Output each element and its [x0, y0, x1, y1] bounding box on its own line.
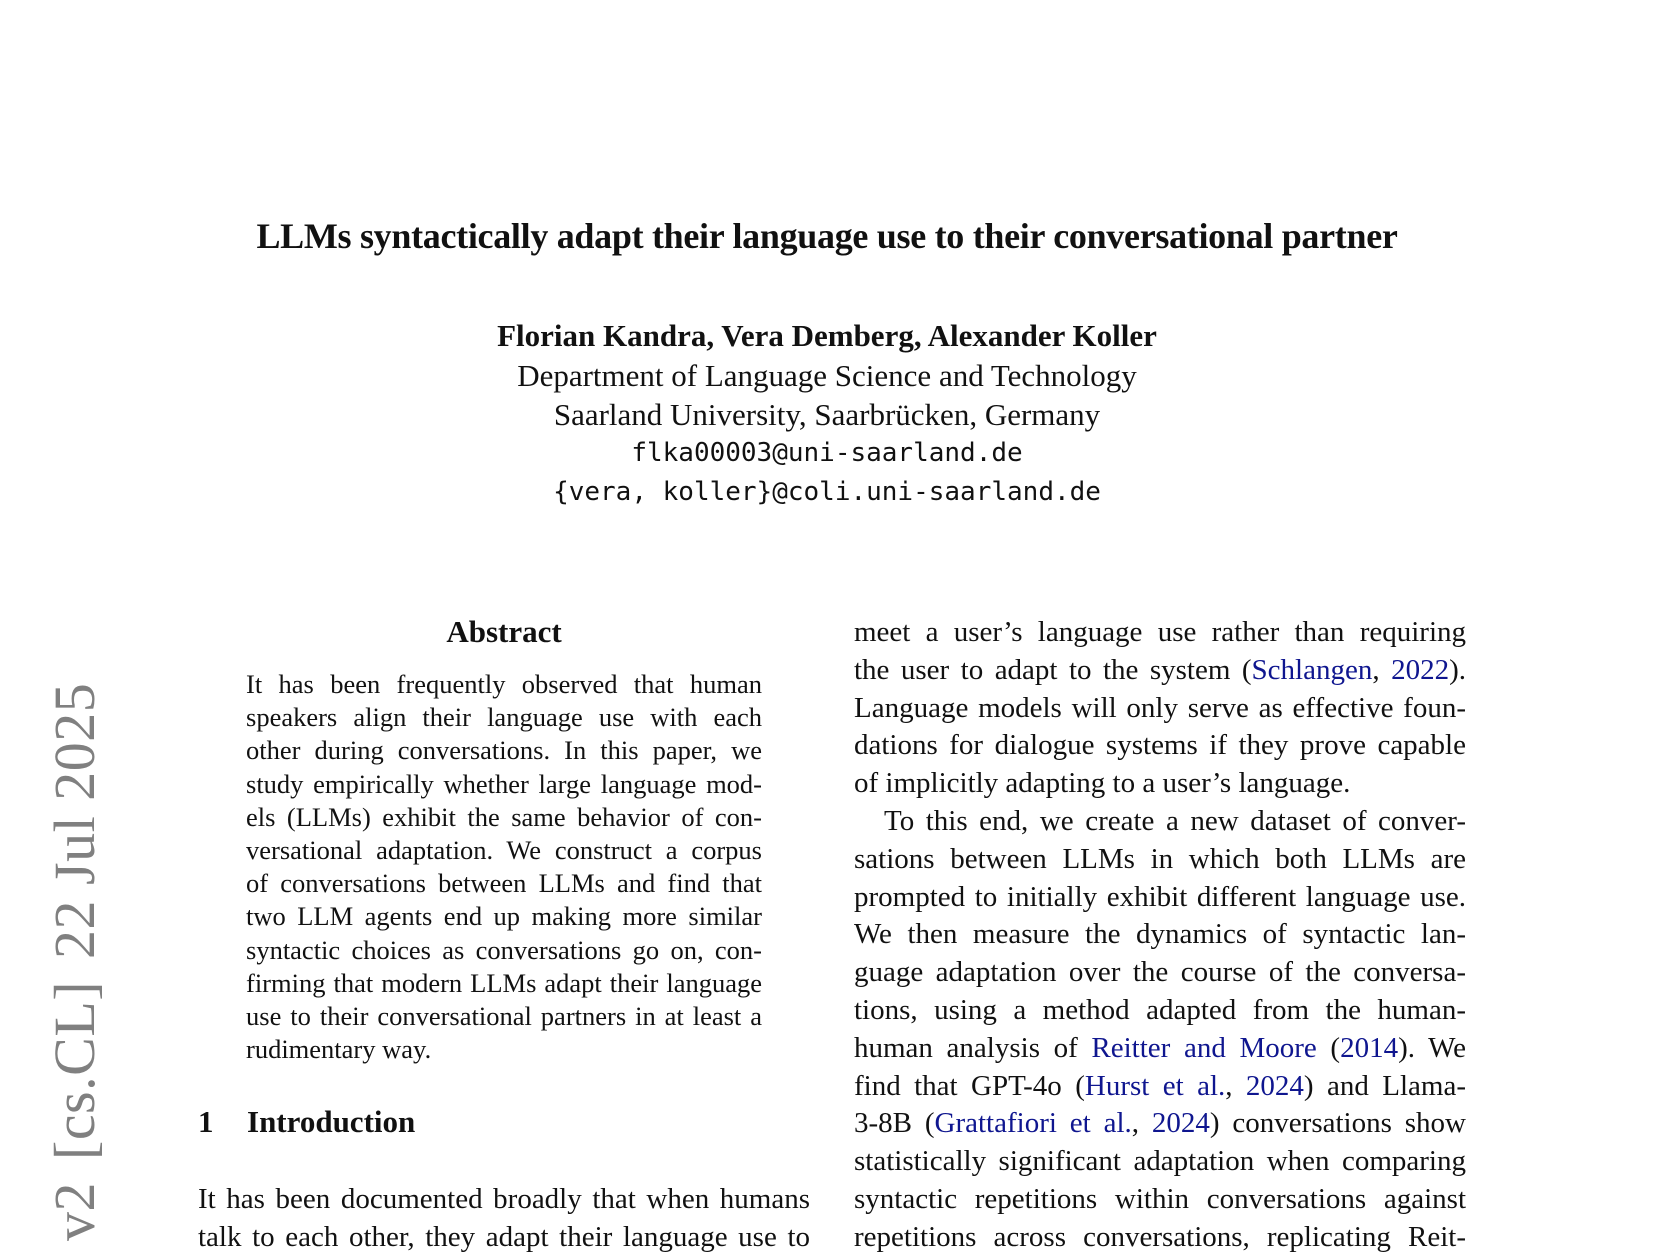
abstract-line: els (LLMs) exhibit the same behavior of con- [246, 801, 762, 832]
author-block [0, 316, 1654, 512]
abstract-line: two LLM agents end up making more similar [246, 901, 762, 932]
abstract-line: versational adaptation. We construct a corpus [246, 835, 762, 866]
section-number: 1 [198, 1104, 214, 1140]
author-names: Florian Kandra, Vera Demberg, Alexander Koller [497, 318, 1157, 353]
citation-link-grattafiori[interactable]: Grattafiori et al. [934, 1107, 1132, 1140]
abstract-line: firming that modern LLMs adapt their language [246, 967, 762, 998]
abstract-line: speakers align their language use with each [246, 702, 762, 733]
affiliation-university: Saarland University, Saarbrücken, Germany [553, 397, 1101, 432]
citation-link-hurst-year[interactable]: 2024 [1245, 1069, 1304, 1102]
arxiv-version: v2 [42, 1182, 107, 1241]
citation-link-grattafiori-year[interactable]: 2024 [1151, 1107, 1210, 1140]
body-line: guage adaptation over the course of the conversa- [854, 956, 1466, 989]
section-title: Introduction [247, 1104, 416, 1140]
body-line: To this end, we create a new dataset of conver- [884, 804, 1466, 837]
body-line: find that GPT-4o (Hurst et al., 2024) and Llama- [854, 1069, 1466, 1102]
introduction-body [198, 1180, 810, 1256]
left-column [198, 612, 810, 1256]
arxiv-date: 22 Jul 2025 [42, 682, 107, 959]
body-line: It has been documented broadly that when humans [198, 1183, 810, 1216]
author-email-1[interactable]: flka00003@uni-saarland.de [631, 438, 1023, 468]
body-line: We then measure the dynamics of syntactic lan- [854, 918, 1466, 951]
body-line: talk to each other, they adapt their language use to [198, 1221, 810, 1254]
abstract-line: other during conversations. In this paper, we [246, 735, 762, 766]
citation-link-schlangen[interactable]: Schlangen [1251, 653, 1373, 686]
paper-title: LLMs syntactically adapt their language use to their conversational partner [256, 216, 1398, 256]
body-line: of implicitly adapting to a user’s language. [854, 767, 1351, 800]
body-line: repetitions across conversations, replicating Reit- [854, 1220, 1466, 1253]
abstract-heading: Abstract [446, 614, 562, 649]
body-line: the user to adapt to the system (Schlangen, 2022). [854, 653, 1466, 686]
arxiv-category: [cs.CL] [42, 980, 107, 1160]
abstract-line: It has been frequently observed that human [246, 669, 762, 699]
abstract-body [246, 668, 762, 1066]
affiliation-department: Department of Language Science and Technology [517, 358, 1137, 393]
abstract-line: use to their conversational partners in at least a [246, 1001, 762, 1032]
body-line: sations between LLMs in which both LLMs are [854, 842, 1466, 875]
author-email-2[interactable]: {vera, koller}@coli.uni-saarland.de [553, 477, 1101, 507]
body-line: meet a user’s language use rather than requiring [854, 616, 1466, 648]
body-line: Language models will only serve as effective foun- [854, 691, 1466, 724]
body-line: statistically significant adaptation when comparing [854, 1145, 1466, 1178]
body-line: human analysis of Reitter and Moore (2014). We [854, 1031, 1466, 1064]
abstract-line: of conversations between LLMs and find that [246, 868, 762, 899]
arxiv-stamp [42, 661, 107, 1241]
abstract-line: study empirically whether large language mod- [246, 768, 762, 799]
body-line: prompted to initially exhibit different language use. [854, 880, 1466, 913]
section-heading-introduction [198, 1102, 810, 1142]
abstract-line: rudimentary way. [246, 1034, 432, 1065]
citation-link-schlangen-year[interactable]: 2022 [1391, 653, 1450, 686]
body-line: tions, using a method adapted from the human- [854, 993, 1466, 1026]
right-column [854, 614, 1466, 1257]
body-line: dations for dialogue systems if they prove capable [854, 729, 1466, 762]
body-line: 3-8B (Grattafiori et al., 2024) conversations show [854, 1107, 1466, 1140]
body-line: syntactic repetitions within conversations against [854, 1182, 1466, 1215]
abstract-line: syntactic choices as conversations go on, con- [246, 934, 762, 965]
citation-link-reitter-moore[interactable]: Reitter and Moore [1091, 1031, 1317, 1064]
citation-link-reitter-moore-year[interactable]: 2014 [1340, 1031, 1399, 1064]
citation-link-hurst[interactable]: Hurst et al. [1084, 1069, 1226, 1102]
